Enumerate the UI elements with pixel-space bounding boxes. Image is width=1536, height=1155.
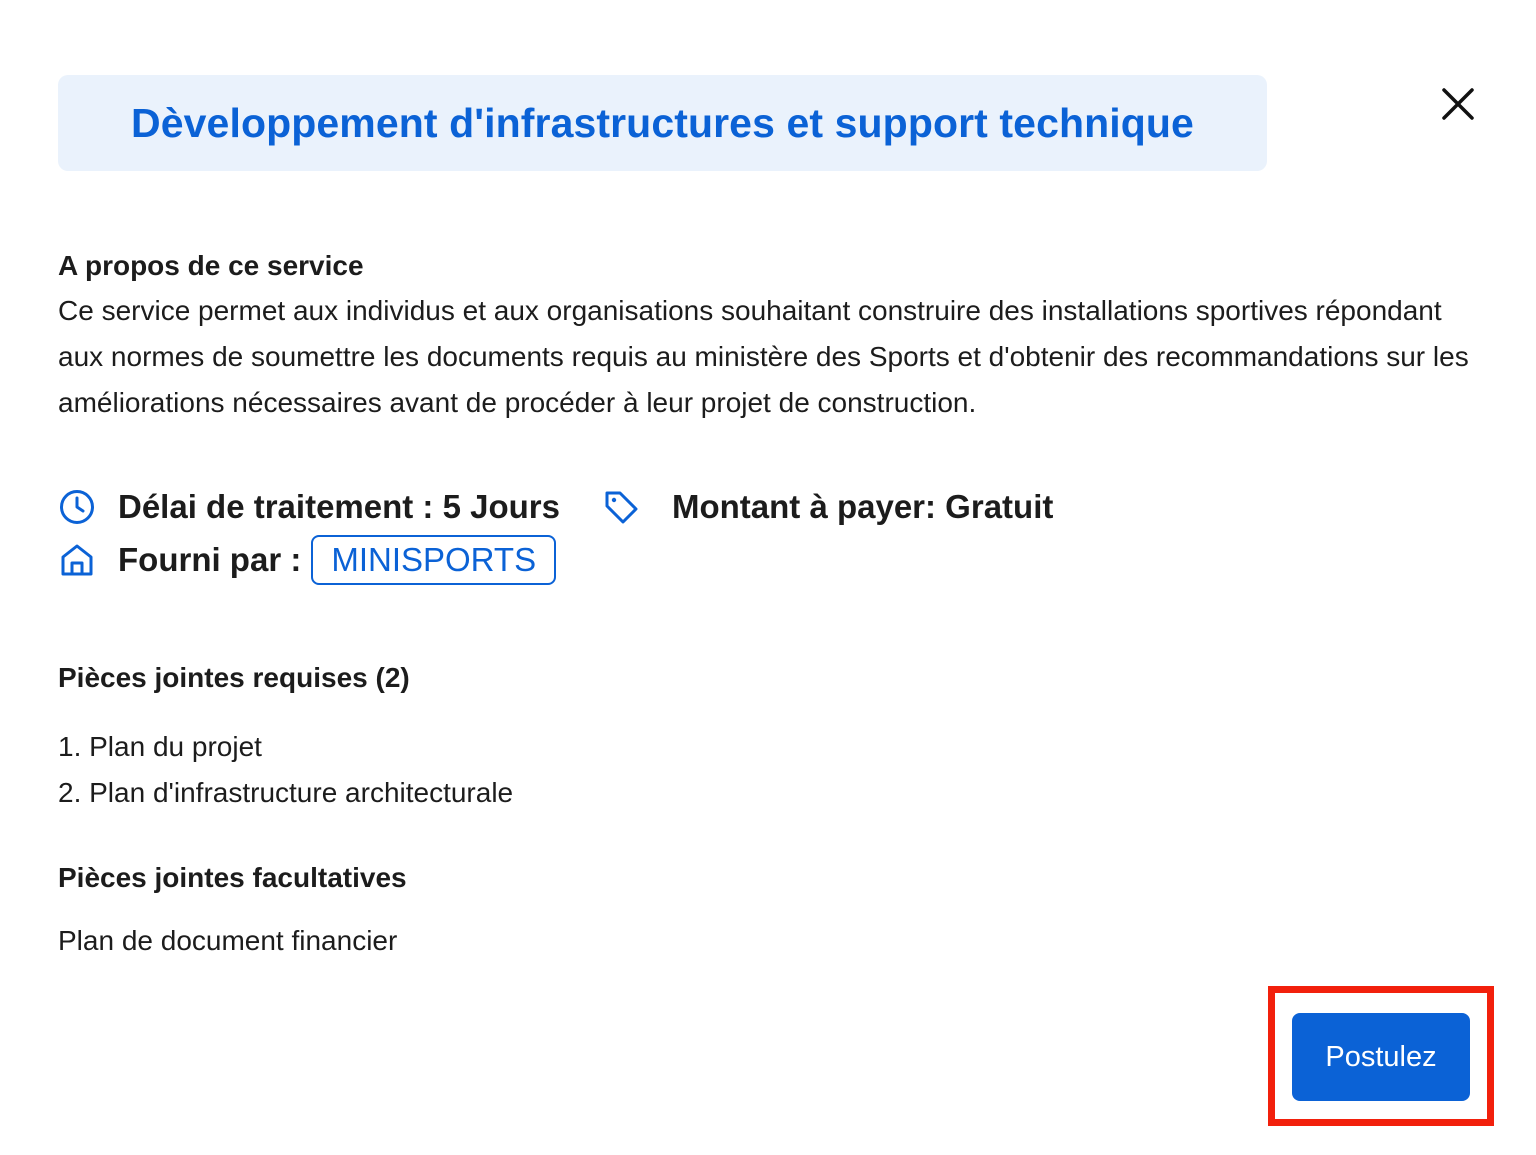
optional-attachment-item: Plan de document financier xyxy=(58,925,398,956)
processing-time: Délai de traitement : 5 Jours xyxy=(118,488,560,525)
required-attachments-heading: Pièces jointes requises (2) xyxy=(58,662,410,693)
about-description: Ce service permet aux individus et aux organisations souhaitant construire des installations sportives répondant aux normes de soumettre les documents requis au ministère des Sports et d'obtenir des recommandations sur les améliorations nécessaires avant de procéder à leur projet de construction. xyxy=(58,295,1469,418)
list-item: 2. Plan d'infrastructure architecturale xyxy=(58,777,514,808)
apply-button[interactable]: Postulez xyxy=(1292,1013,1470,1101)
modal-title-banner xyxy=(58,75,1267,171)
clock-icon xyxy=(58,488,96,526)
meta-row-provider xyxy=(58,534,556,586)
provided-by-label: Fourni par : xyxy=(118,541,302,578)
list-item: 1. Plan du projet xyxy=(58,731,262,762)
about-section xyxy=(58,246,1478,426)
optional-attachments-heading: Pièces jointes facultatives xyxy=(58,862,407,893)
close-icon xyxy=(1440,86,1476,122)
home-icon xyxy=(58,541,96,579)
close-button[interactable] xyxy=(1434,80,1482,128)
about-heading: A propos de ce service xyxy=(58,250,364,281)
amount-group xyxy=(602,488,1053,526)
required-attachments-list xyxy=(58,724,513,816)
modal-title: Dèveloppement d'infrastructures et support technique xyxy=(131,99,1194,146)
tag-icon xyxy=(602,488,640,526)
meta-row-time-amount xyxy=(58,484,1053,530)
provider-tag[interactable]: MINISPORTS xyxy=(311,535,556,585)
amount-to-pay: Montant à payer: Gratuit xyxy=(671,488,1054,525)
